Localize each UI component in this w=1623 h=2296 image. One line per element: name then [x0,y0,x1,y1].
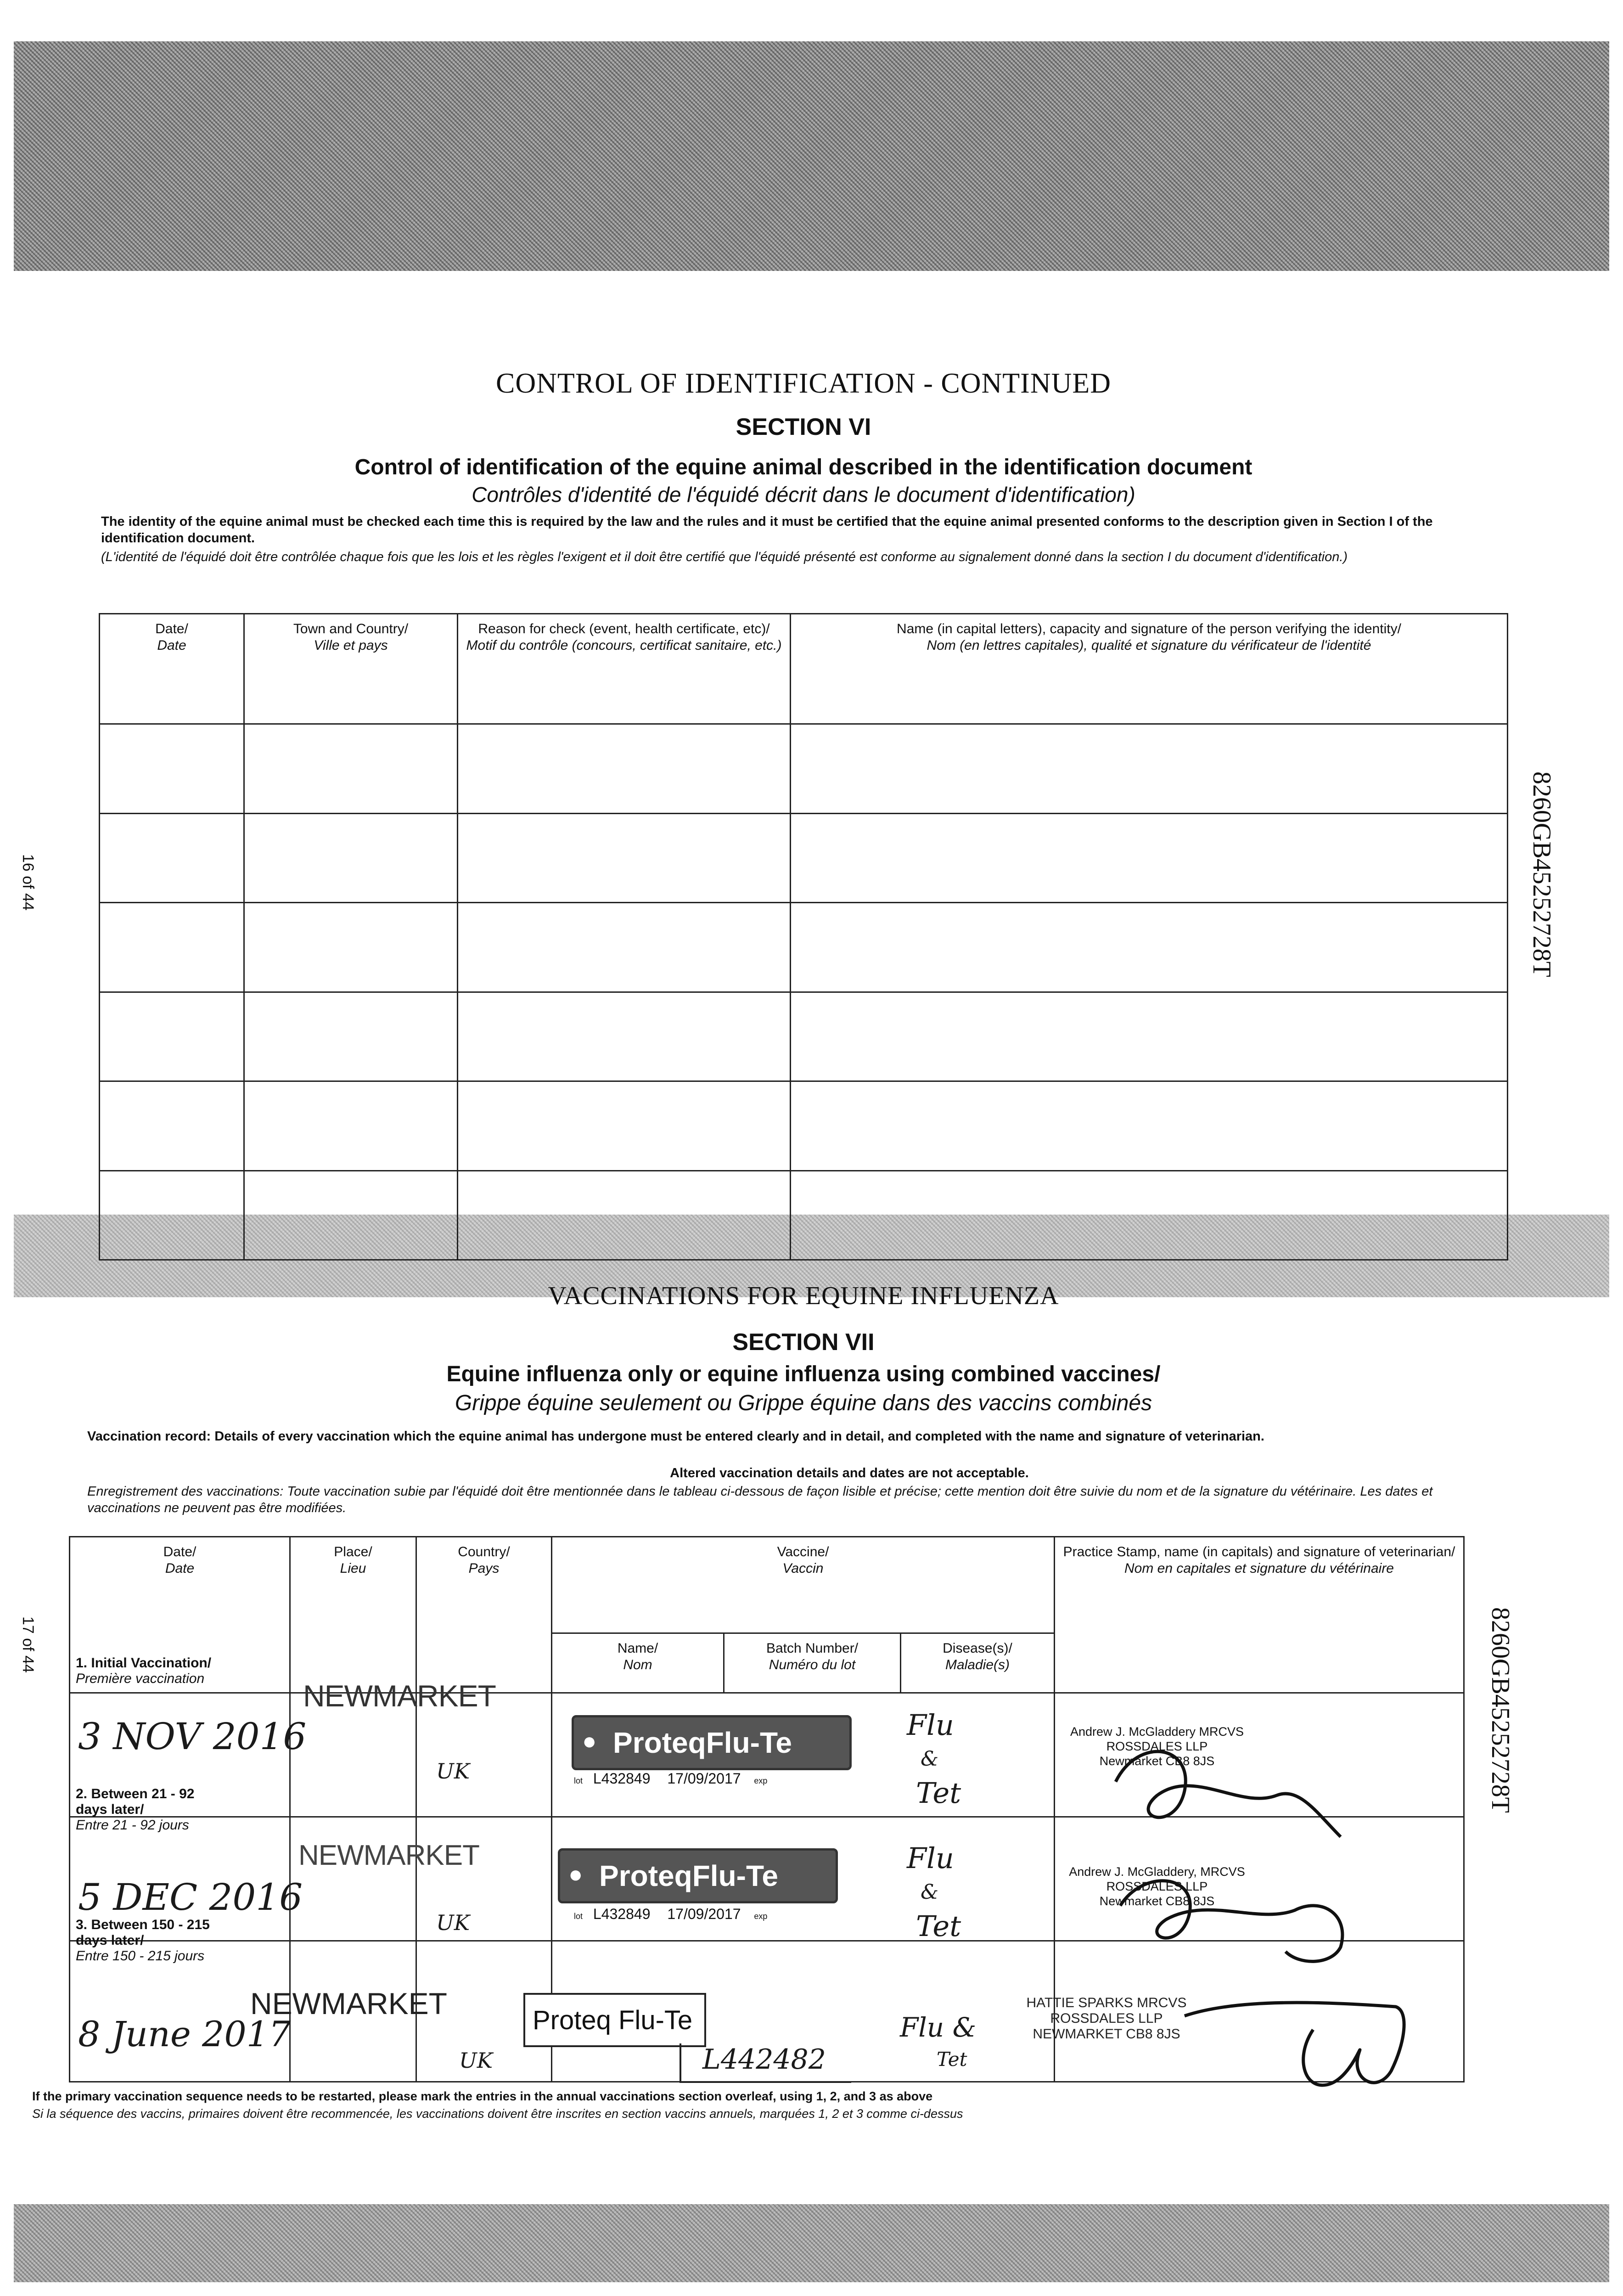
col-vaccine-name: Name/ Nom [552,1633,724,1693]
col-disease: Disease(s)/ Maladie(s) [901,1633,1055,1693]
vaccinations-subtitle-en: Equine influenza only or equine influenza using combined vaccines/ [446,1362,1161,1386]
row2-country: UK [436,1910,470,1935]
drop-icon: ● [568,1861,583,1888]
section-vi-title: SECTION VI [736,414,871,440]
table-row [100,903,1508,992]
row3-date: 8 June 2017 [78,2014,291,2054]
footer-note-en: If the primary vaccination sequence needs to be restarted, please mark the entries in the annual vaccinations section overleaf, using 1, 2, and 3 as above [32,2089,933,2103]
row2-vaccine-label: ● ProteqFlu-Te [558,1848,838,1903]
row3-country: UK [459,2048,493,2073]
table-row [100,1081,1508,1171]
col-verifier: Name (in capital letters), capacity and signature of the person verifying the identity/ Nom (en lettres capitales), qualité et signature du vérificateur de l'identité [791,614,1508,724]
section-vii-title: SECTION VII [732,1329,875,1356]
vaccinations-heading: VACCINATIONS FOR EQUINE INFLUENZA [548,1282,1059,1310]
col-batch-number: Batch Number/ Numéro du lot [724,1633,901,1693]
page-label-16: 16 of 44 [19,854,37,911]
row3-batch: L442482 [702,2043,826,2076]
row1-disease: Flu & Tet [907,1708,961,1810]
footer-note-fr: Si la séquence des vaccins, primaires doivent être recommencée, les vaccinations doivent être inscrites en section vaccins annuels, marquées 1, 2 et 3 comme ci-dessus [32,2107,963,2121]
row3-vet-stamp: HATTIE SPARKS MRCVS ROSSDALES LLP NEWMARKET CB8 8JS [1026,1995,1187,2042]
row2-place-stamp: NEWMARKET [298,1840,479,1871]
row1-vet-signature [1102,1727,1359,1846]
vaccinations-note-altered: Altered vaccination details and dates are not acceptable. [670,1466,1029,1480]
row3-vet-signature [1175,1988,1414,2094]
row1-date: 3 NOV 2016 [78,1715,307,1758]
col-date: Date/ Date [100,614,244,724]
table-row [100,724,1508,814]
control-subtitle-en: Control of identification of the equine animal described in the identification document [354,455,1252,479]
control-note-en: The identity of the equine animal must be checked each time this is required by the law and the rules and it must be certified that the equine animal presented conforms to the description given in Section I of the identification document. [101,514,1433,546]
row1-vaccine-label: ● ProteqFlu-Te [572,1715,852,1770]
table-row [100,1171,1508,1260]
control-note-fr: (L'identité de l'équidé doit être contrôlée chaque fois que les lois et les règles l'exigent et il doit être certifié que l'équidé présenté est conforme au signalement donné dans la section I du document d'identification.) [101,550,1348,564]
row3-place-stamp: NEWMARKET [250,1986,447,2020]
table-row [100,992,1508,1081]
row3-vaccine-stamp: Proteq Flu-Te [523,1993,706,2047]
row2-vet-stamp: Andrew J. McGladdery, MRCVS ROSSDALES LLP Newmarket CB8 8JS [1069,1865,1245,1908]
row3-label: 3. Between 150 - 215 days later/ Entre 150 - 215 jours [76,1917,210,1964]
control-heading: CONTROL OF IDENTIFICATION - CONTINUED [495,368,1112,399]
row2-date: 5 DEC 2016 [78,1876,303,1919]
row2-label: 2. Between 21 - 92 days later/ Entre 21 - 92 jours [76,1786,195,1833]
scan-artifact-top [14,41,1609,271]
vaccinations-subtitle-fr: Grippe équine seulement ou Grippe équine dans des vaccins combinés [455,1391,1152,1415]
drop-icon: ● [582,1728,597,1755]
row1-batch-line: lot L432849 17/09/2017 exp [574,1770,768,1787]
vaccinations-note-en: Vaccination record: Details of every vaccination which the equine animal has undergone must be entered clearly and in detail, and completed with the name and signature of veterinarian. [87,1429,1264,1444]
col-vacc-place: Place/ Lieu [290,1537,416,1693]
identity-check-table [99,613,1508,1261]
passport-number-upper: 8260GB45252728T [1528,771,1556,977]
col-reason: Reason for check (event, health certificate, etc)/ Motif du contrôle (concours, certificat sanitaire, etc.) [458,614,791,724]
col-town-country: Town and Country/ Ville et pays [244,614,458,724]
table-row [100,813,1508,903]
row1-place-stamp: NEWMARKET [303,1679,496,1713]
row2-vet-signature [1102,1855,1377,1970]
col-vacc-date: Date/ Date [70,1537,290,1693]
row1-label: 1. Initial Vaccination/ Première vaccination [76,1655,212,1686]
vaccinations-note-fr: Enregistrement des vaccinations: Toute vaccination subie par l'équidé doit être mentionnée dans le tableau ci-dessous de façon lisible et précise; cette mention doit être suivie du nom et de la signature du vétérinaire. Les dates et vaccinations ne peuvent pas être modifiées. [87,1484,1433,1515]
row3-disease: Flu & Tet [900,2012,977,2071]
page-label-17: 17 of 44 [19,1616,37,1673]
scan-artifact-bottom [14,2204,1609,2282]
row2-disease: Flu & Tet [907,1841,961,1943]
row1-vet-stamp: Andrew J. McGladdery MRCVS ROSSDALES LLP Newmarket CB8 8JS [1070,1725,1244,1768]
col-practice: Practice Stamp, name (in capitals) and signature of veterinarian/ Nom en capitales et signature du vétérinaire [1055,1537,1464,1693]
row1-country: UK [436,1759,470,1784]
col-vacc-country: Country/ Pays [416,1537,552,1693]
control-subtitle-fr: Contrôles d'identité de l'équidé décrit dans le document d'identification) [472,483,1135,506]
col-vaccine: Vaccine/ Vaccin [552,1537,1055,1633]
passport-number-lower: 8260GB45252728T [1486,1607,1515,1813]
row2-batch-line: lot L432849 17/09/2017 exp [574,1906,768,1922]
